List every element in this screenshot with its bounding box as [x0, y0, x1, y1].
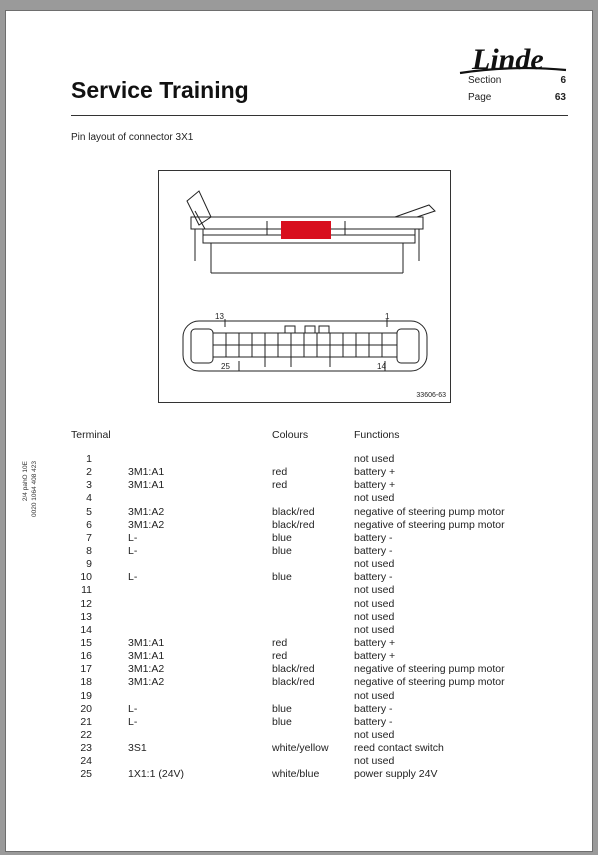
- colour-cell: red: [272, 636, 288, 649]
- linde-logo: [458, 39, 568, 79]
- colour-cell: blue: [272, 702, 292, 715]
- header-colours: Colours: [272, 429, 309, 441]
- connection-cell: 3M1:A1: [128, 479, 165, 492]
- terminal-cell: 10: [80, 571, 92, 584]
- terminal-cell: 16: [80, 650, 92, 663]
- connection-cell: L-: [128, 571, 138, 584]
- table-row: [6, 755, 594, 768]
- header-functions: Functions: [354, 429, 400, 441]
- terminal-cell: 2: [86, 466, 92, 479]
- table-row: [6, 598, 594, 611]
- table-row: [6, 492, 594, 505]
- terminal-cell: 24: [80, 755, 92, 768]
- colour-cell: blue: [272, 544, 292, 557]
- colour-cell: blue: [272, 715, 292, 728]
- function-cell: battery -: [354, 702, 393, 715]
- section-label: Section: [468, 75, 502, 86]
- table-row: [6, 676, 594, 689]
- table-row: [6, 637, 594, 650]
- terminal-cell: 23: [80, 742, 92, 755]
- colour-cell: blue: [272, 531, 292, 544]
- function-cell: battery -: [354, 544, 393, 557]
- function-cell: negative of steering pump motor: [354, 663, 505, 676]
- function-cell: reed contact switch: [354, 742, 444, 755]
- connection-cell: L-: [128, 544, 138, 557]
- pin-label-25: 25: [221, 362, 230, 371]
- table-row: [6, 558, 594, 571]
- function-cell: battery -: [354, 531, 393, 544]
- pin-label-13: 13: [215, 312, 224, 321]
- terminal-cell: 14: [80, 623, 92, 636]
- pin-grid-bottom: [226, 345, 382, 357]
- pin-grid-top: [226, 333, 382, 345]
- table-row: [6, 466, 594, 479]
- document-page: [5, 10, 593, 852]
- function-cell: battery +: [354, 650, 396, 663]
- terminal-cell: 3: [86, 479, 92, 492]
- table-row: [6, 506, 594, 519]
- function-cell: not used: [354, 728, 395, 741]
- function-cell: not used: [354, 610, 395, 623]
- connection-cell: 3M1:A1: [128, 636, 165, 649]
- connection-cell: 3M1:A1: [128, 650, 165, 663]
- figure-caption: Pin layout of connector 3X1: [71, 132, 194, 143]
- table-row: [6, 703, 594, 716]
- terminal-cell: 4: [86, 492, 92, 505]
- terminal-cell: 7: [86, 531, 92, 544]
- colour-cell: black/red: [272, 676, 315, 689]
- table-row: [6, 532, 594, 545]
- function-cell: negative of steering pump motor: [354, 505, 505, 518]
- colour-cell: black/red: [272, 505, 315, 518]
- terminal-table: [6, 453, 594, 782]
- table-row: [6, 611, 594, 624]
- table-row: [6, 624, 594, 637]
- connection-cell: 3M1:A1: [128, 466, 165, 479]
- connector-drawing: [159, 171, 450, 402]
- page-label: Page: [468, 92, 492, 103]
- table-row: [6, 729, 594, 742]
- connection-cell: 3S1: [128, 742, 147, 755]
- table-row: [6, 519, 594, 532]
- terminal-cell: 6: [86, 518, 92, 531]
- function-cell: not used: [354, 755, 395, 768]
- pin-label-14: 14: [377, 362, 386, 371]
- function-cell: not used: [354, 558, 395, 571]
- terminal-cell: 9: [86, 558, 92, 571]
- function-cell: battery +: [354, 479, 396, 492]
- terminal-cell: 13: [80, 610, 92, 623]
- function-cell: battery -: [354, 571, 393, 584]
- function-cell: battery -: [354, 715, 393, 728]
- function-cell: not used: [354, 623, 395, 636]
- function-cell: not used: [354, 597, 395, 610]
- terminal-cell: 25: [80, 768, 92, 781]
- table-row: [6, 571, 594, 584]
- header-terminal: Terminal: [71, 429, 111, 441]
- terminal-cell: 11: [81, 584, 92, 597]
- figure-id: 33606-63: [416, 392, 446, 399]
- terminal-cell: 12: [80, 597, 92, 610]
- colour-cell: white/blue: [272, 768, 320, 781]
- connection-cell: 3M1:A2: [128, 505, 165, 518]
- table-row: [6, 716, 594, 729]
- page-title: Service Training: [71, 77, 249, 103]
- table-row: [6, 545, 594, 558]
- function-cell: not used: [354, 689, 395, 702]
- side-code-line2: 0020 1064 408 423: [31, 461, 38, 518]
- function-cell: power supply 24V: [354, 768, 438, 781]
- page-value: 63: [554, 92, 566, 103]
- header-divider: [71, 115, 568, 116]
- connection-cell: 3M1:A2: [128, 663, 165, 676]
- terminal-cell: 21: [80, 715, 92, 728]
- table-row: [6, 479, 594, 492]
- colour-cell: red: [272, 479, 288, 492]
- terminal-cell: 8: [86, 544, 92, 557]
- table-row: [6, 663, 594, 676]
- connection-cell: L-: [128, 715, 138, 728]
- connection-cell: L-: [128, 531, 138, 544]
- terminal-cell: 1: [86, 453, 92, 465]
- function-cell: battery +: [354, 636, 396, 649]
- section-value: 6: [560, 75, 566, 86]
- table-row: [6, 453, 594, 466]
- table-row: [6, 742, 594, 755]
- colour-cell: black/red: [272, 663, 315, 676]
- connector-figure: [158, 170, 451, 403]
- colour-cell: red: [272, 650, 288, 663]
- pin-label-1: 1: [385, 312, 390, 321]
- table-row: [6, 690, 594, 703]
- function-cell: not used: [354, 492, 395, 505]
- terminal-cell: 19: [80, 689, 92, 702]
- colour-cell: blue: [272, 571, 292, 584]
- function-cell: not used: [354, 584, 395, 597]
- table-row: [6, 584, 594, 597]
- connection-cell: L-: [128, 702, 138, 715]
- connection-cell: 3M1:A2: [128, 518, 165, 531]
- colour-cell: red: [272, 466, 288, 479]
- terminal-cell: 17: [80, 663, 92, 676]
- connection-cell: 1X1:1 (24V): [128, 768, 185, 781]
- colour-cell: white/yellow: [272, 742, 329, 755]
- table-row: [6, 650, 594, 663]
- terminal-cell: 15: [80, 636, 92, 649]
- highlighted-latch: [281, 221, 331, 239]
- connection-cell: 3M1:A2: [128, 676, 165, 689]
- terminal-cell: 5: [86, 505, 92, 518]
- side-code-line1: 2/4 pahO 10E: [22, 461, 29, 502]
- terminal-cell: 22: [80, 728, 92, 741]
- function-cell: negative of steering pump motor: [354, 518, 505, 531]
- table-row: [6, 768, 594, 781]
- colour-cell: black/red: [272, 518, 315, 531]
- function-cell: negative of steering pump motor: [354, 676, 505, 689]
- terminal-cell: 20: [80, 702, 92, 715]
- svg-text:Linde: Linde: [472, 43, 544, 76]
- function-cell: battery +: [354, 466, 396, 479]
- terminal-cell: 18: [80, 676, 92, 689]
- function-cell: not used: [354, 453, 395, 465]
